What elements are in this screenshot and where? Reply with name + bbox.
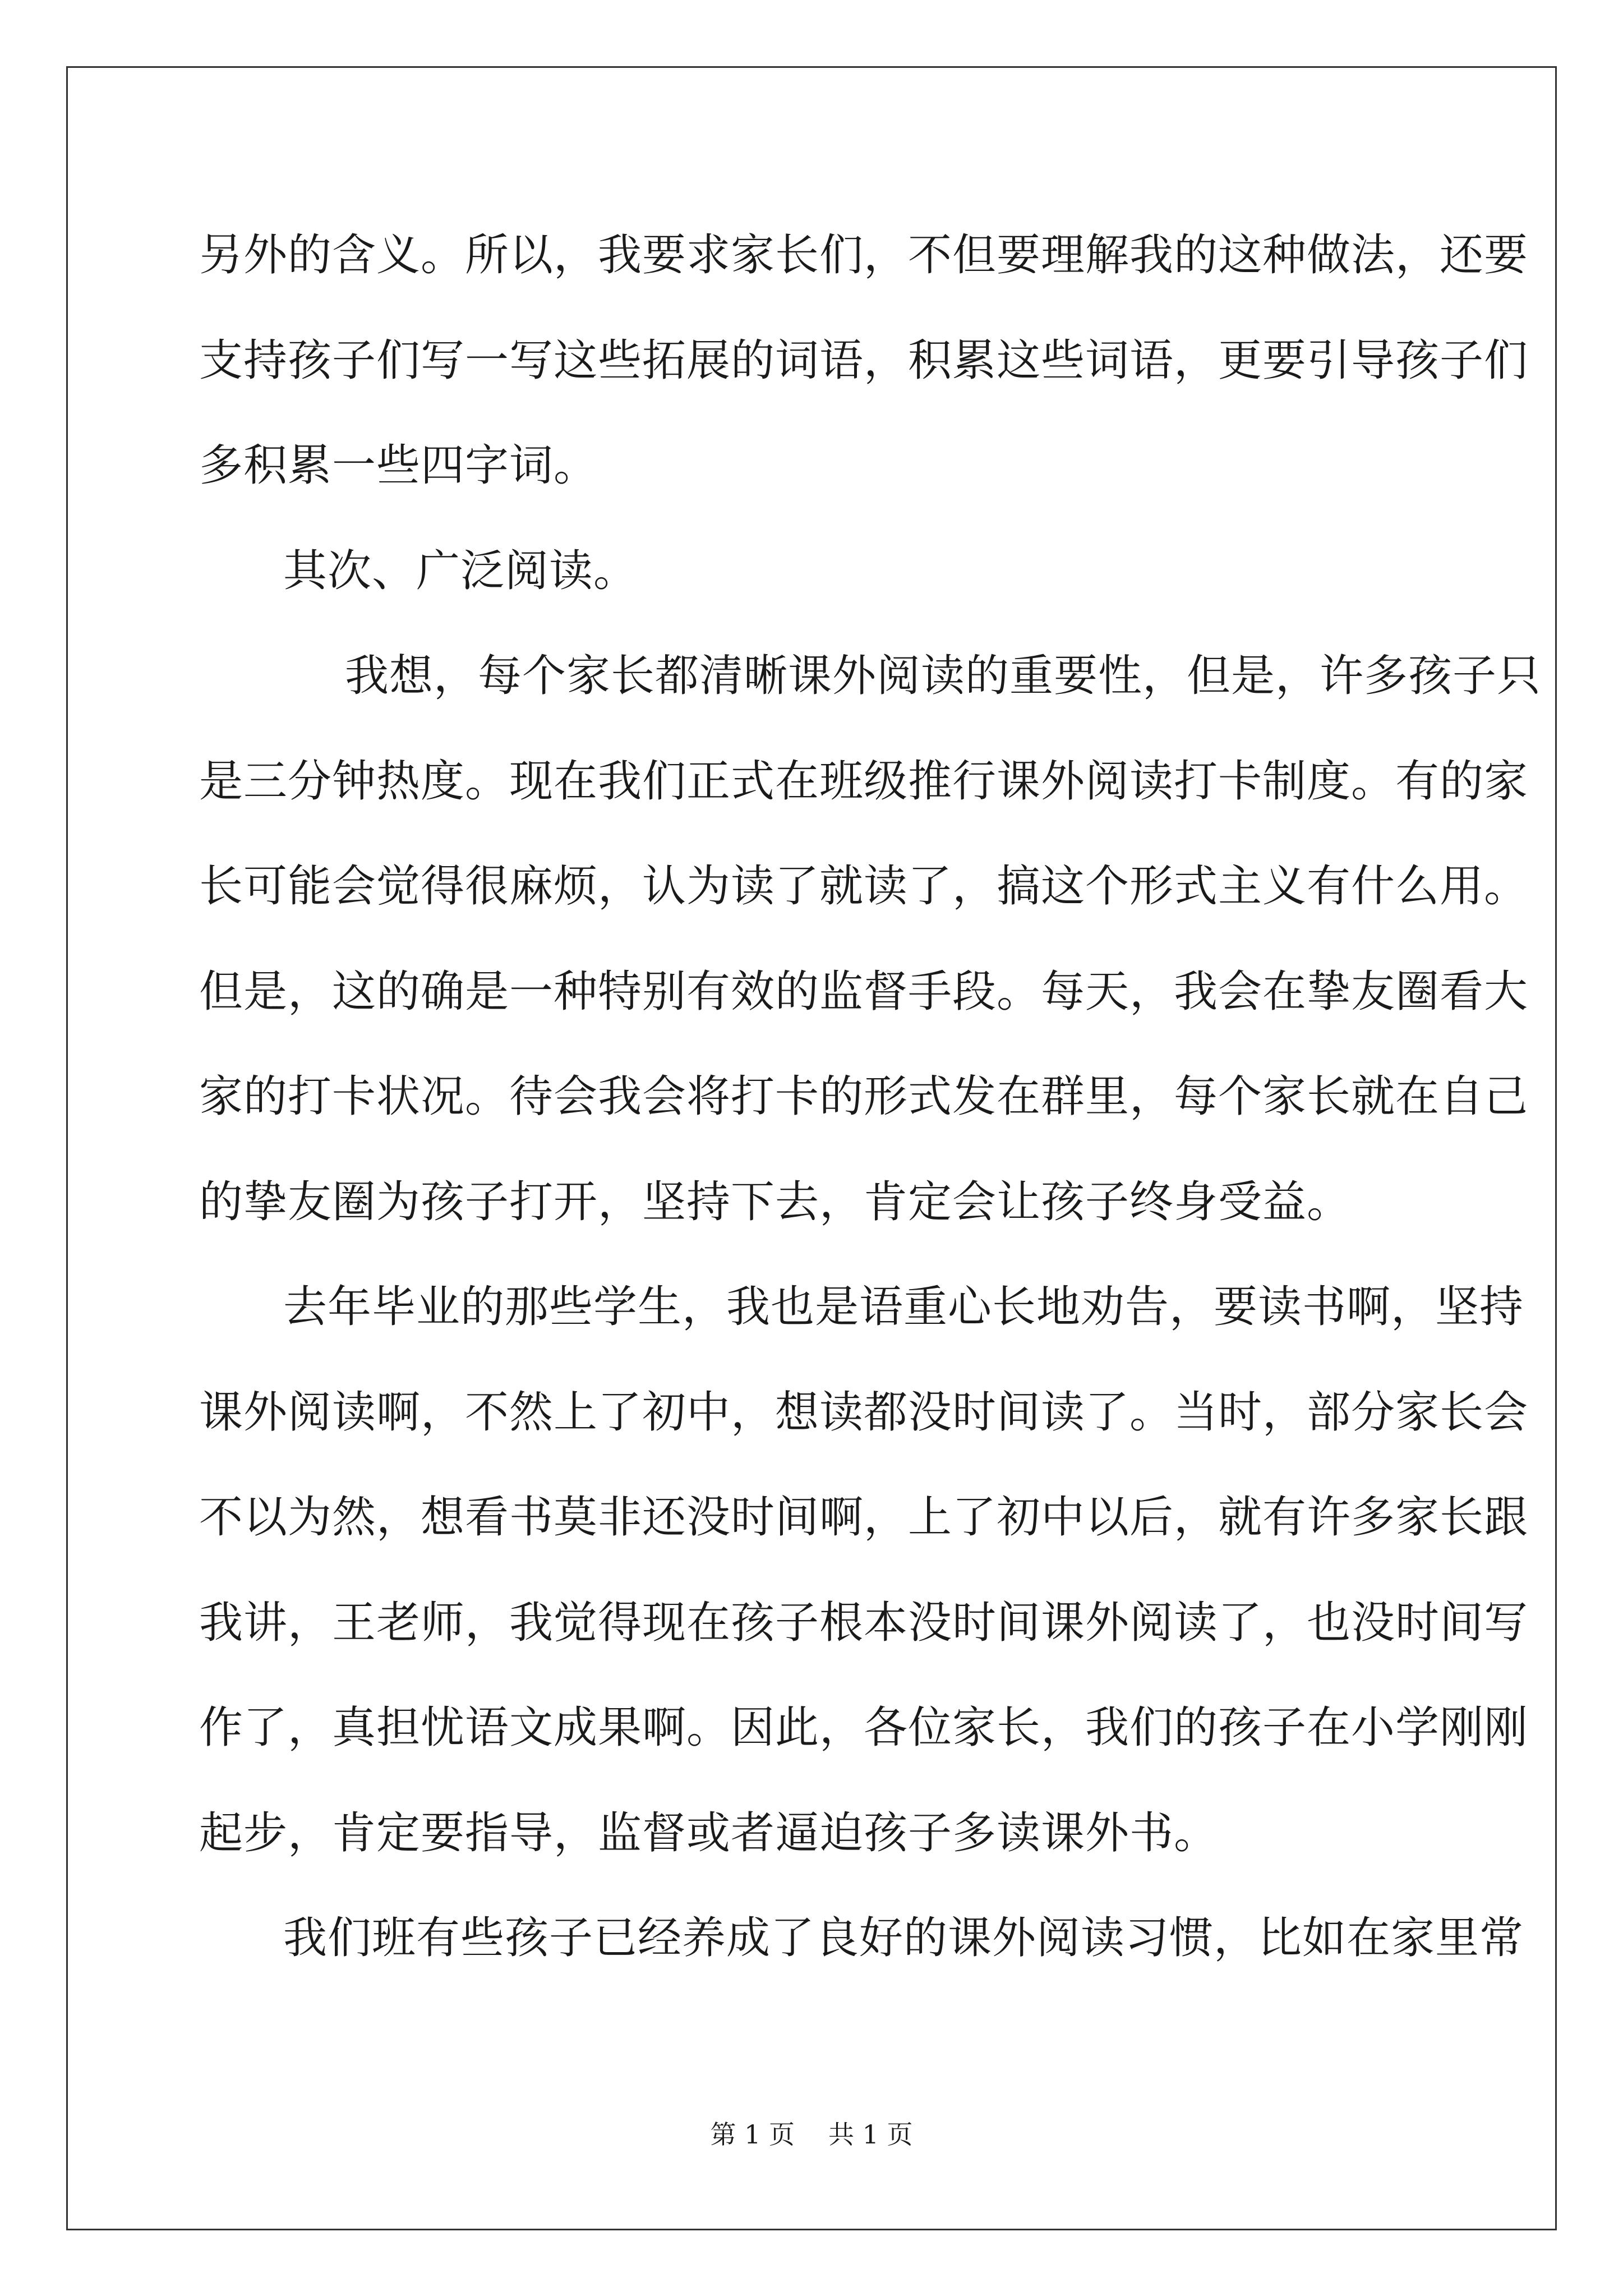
text-line: 课外阅读啊，不然上了初中，想读都没时间读了。当时，部分家长会 [199,1387,1529,1438]
text-line: 我想，每个家长都清晰课外阅读的重要性，但是，许多孩子只 [345,651,1542,701]
text-line: 但是，这的确是一种特别有效的监督手段。每天，我会在挚友圈看大 [199,967,1529,1017]
text-line: 不以为然，想看书莫非还没时间啊，上了初中以后，就有许多家长跟 [199,1492,1529,1543]
text-line: 作了，真担忧语文成果啊。因此，各位家长，我们的孩子在小学刚刚 [199,1703,1529,1753]
page-footer [0,2118,1623,2151]
page-number: 第 1 页 [710,2119,795,2150]
text-line: 是三分钟热度。现在我们正式在班级推行课外阅读打卡制度。有的家 [199,756,1529,807]
text-line: 的挚友圈为孩子打开，坚持下去，肯定会让孩子终身受益。 [199,1177,1352,1227]
page-total: 共 1 页 [828,2119,913,2150]
text-line: 其次、广泛阅读。 [283,546,638,596]
text-line: 另外的含义。所以，我要求家长们，不但要理解我的这种做法，还要 [199,230,1529,280]
text-line: 我讲，王老师，我觉得现在孩子根本没时间课外阅读了，也没时间写 [199,1598,1529,1648]
text-line: 起步，肯定要指导，监督或者逼迫孩子多读课外书。 [199,1808,1219,1858]
text-line: 多积累一些四字词。 [199,440,598,491]
text-line: 长可能会觉得很麻烦，认为读了就读了，搞这个形式主义有什么用。 [199,861,1529,912]
text-line: 家的打卡状况。待会我会将打卡的形式发在群里，每个家长就在自己 [199,1071,1529,1122]
text-line: 去年毕业的那些学生，我也是语重心长地劝告，要读书啊，坚持 [283,1282,1524,1332]
text-line: 我们班有些孩子已经养成了良好的课外阅读习惯，比如在家里常 [283,1913,1524,1963]
text-line: 支持孩子们写一写这些拓展的词语，积累这些词语，更要引导孩子们 [199,335,1529,386]
